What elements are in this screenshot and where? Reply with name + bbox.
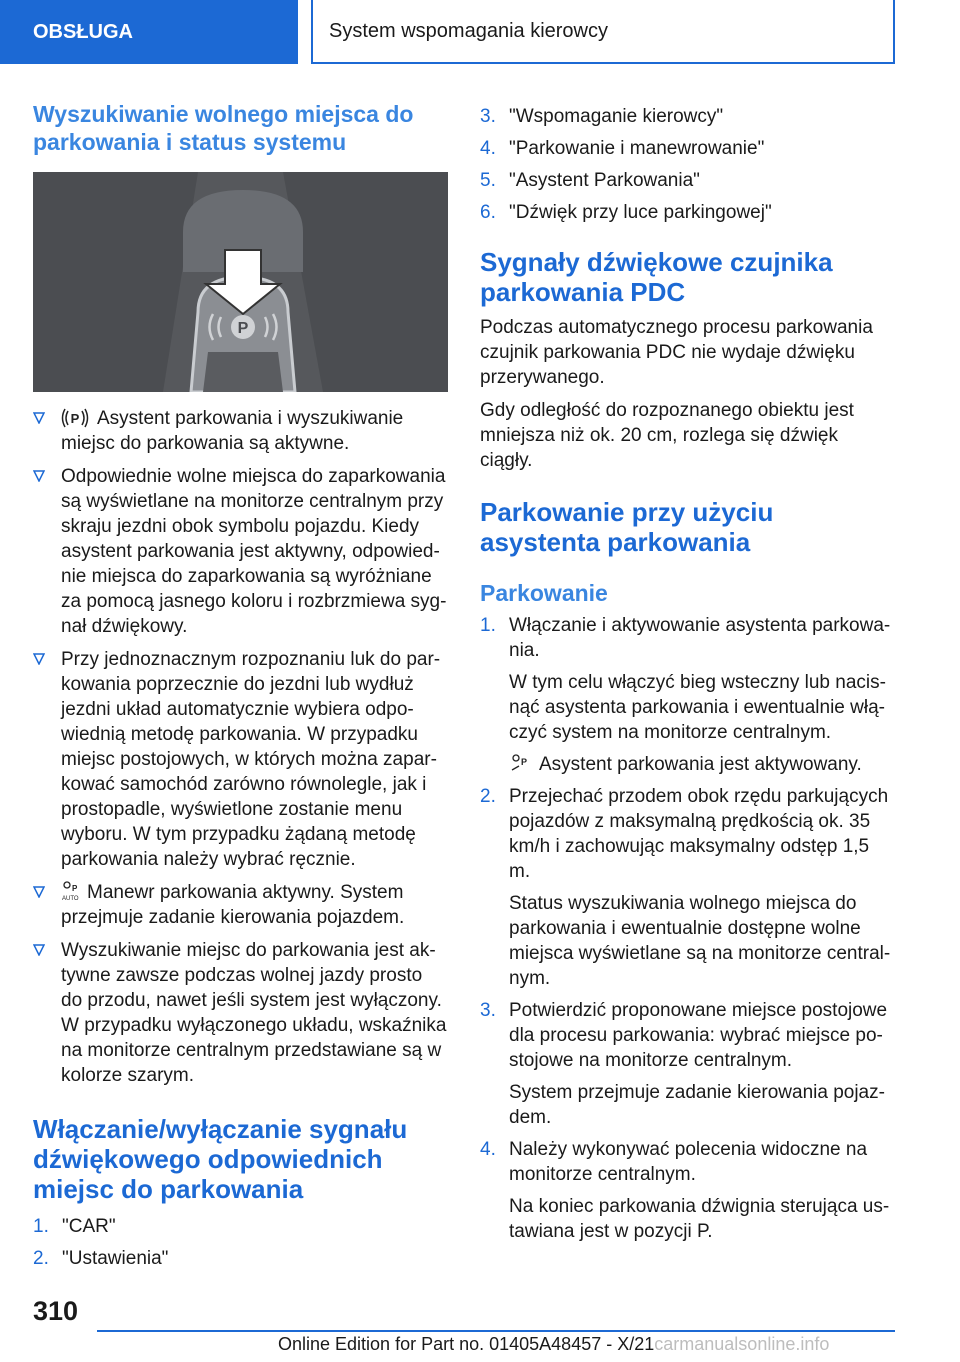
- list-item: 1. Włączanie i aktywowanie asystenta parkowa-nia. W tym celu włączyć bieg wsteczny lub nacis-nąć asystenta parkowania i ewentualnie włą-czyć system na monitorze centralnym. P Asystent parkowania jest aktywowany.: [480, 615, 891, 775]
- svg-text:P: P: [237, 320, 249, 337]
- heading-search-status: Wyszukiwanie wolnego miejsca do parkowania i status systemu: [33, 101, 414, 155]
- heading-park-assist: Parkowanie przy użyciu asystenta parkowania: [480, 497, 774, 557]
- status-list: [33, 406, 448, 1088]
- paragraph: Gdy odległość do rozpoznanego obiektu jest mniejsza niż ok. 20 cm, rozlega się dźwięk ciągły.: [480, 400, 854, 471]
- settings-steps: [33, 1214, 448, 1271]
- list-item: Wyszukiwanie miejsc do parkowania jest ak-tywne zawsze podczas wolnej jazdy prosto do przodu, nawet jeśli system jest wyłączony. W przypadku wyłączonego układu, wskaźnika na monitorze centralnym przedstawiane są w kolorze szarym.: [33, 938, 448, 1088]
- list-item: Odpowiednie wolne miejsca do zaparkowania są wyświetlane na monitorze centralnym przy skraju jezdni obok symbolu pojazdu. Kiedy asystent parkowania jest aktywny, odpowied-nie miejsca do zaparkowania są wyróżniane za pomocą jasnego koloru i rozbrzmiewa syg-nał dźwiękowy.: [33, 464, 448, 639]
- list-item: P Asystent parkowania i wyszukiwanie miejsc do parkowania są aktywne.: [33, 406, 448, 456]
- list-item: 2. Przejechać przodem obok rzędu parkujących pojazdów z maksymalną prędkością ok. 35 km/h i zachowując maksymalny odstęp 1,5 m. Status wyszukiwania wolnego miejsca do parkowania i ewentualnie dostępne wolne miejsca wyświetlane są na monitorze central-nym.: [480, 786, 891, 989]
- paragraph: Podczas automatycznego procesu parkowania czujnik parkowania PDC nie wydaje dźwięku przerywanego.: [480, 317, 873, 388]
- list-item: 4. Należy wykonywać polecenia widoczne na monitorze centralnym. Na koniec parkowania dźwignia sterująca us-tawiana jest w pozycji P.: [480, 1139, 890, 1242]
- triangle-bullet-icon: [33, 653, 45, 665]
- parking-display-illustration: [33, 172, 448, 392]
- parking-steps: [480, 613, 895, 1244]
- steering-auto-icon: [61, 880, 79, 902]
- list-item: 6. "Dźwięk przy luce parkingowej": [480, 202, 772, 223]
- section-tab: OBSŁUGA: [0, 0, 298, 64]
- left-column: [33, 100, 448, 1278]
- list-item: Przy jednoznacznym rozpoznaniu luk do par-kowania poprzecznie do jezdni lub wydłuż jezdni układ automatycznie wybiera odpo-wiednią metodę parkowania. W przypadku miejsc postojowych, w których można zapar-kować samochód zarówno równolegle, jak i prostopadle, wyświetlone zostanie menu wyboru. W tym przypadku żądaną metodę parkowania należy wybrać ręcznie.: [33, 647, 448, 872]
- watermark: carmanualsonline.info: [654, 1334, 830, 1354]
- list-item: 2. "Ustawienia": [33, 1248, 169, 1269]
- page-number: 310: [33, 1296, 79, 1326]
- footer-edition: Online Edition for Part no. 01405A48457 - X/21carmanualsonline.info: [278, 1334, 830, 1354]
- triangle-bullet-icon: [33, 886, 45, 898]
- car-top-view-icon: [33, 172, 448, 392]
- subheading-parking: Parkowanie: [480, 580, 608, 606]
- svg-text:AUTO: AUTO: [62, 896, 79, 902]
- triangle-bullet-icon: [33, 944, 45, 956]
- parking-activated-icon: [509, 752, 531, 774]
- footer-divider: [97, 1330, 895, 1332]
- svg-text:P: P: [521, 757, 528, 767]
- triangle-bullet-icon: [33, 470, 45, 482]
- right-column: [480, 104, 895, 1251]
- list-item: P AUTO Manewr parkowania aktywny. System przejmuje zadanie kierowania pojazdem.: [33, 880, 448, 930]
- list-item: 1. "CAR": [33, 1216, 116, 1237]
- svg-text:P: P: [72, 884, 78, 893]
- settings-steps-continued: [480, 104, 895, 225]
- triangle-bullet-icon: [33, 412, 45, 424]
- heading-sound-toggle: Włączanie/wyłączanie sygnału dźwiękowego odpowiednich miejsc do parkowania: [33, 1114, 408, 1204]
- list-item: 5. "Asystent Parkowania": [480, 170, 700, 191]
- list-item: 4. "Parkowanie i manewrowanie": [480, 138, 765, 159]
- parking-assistant-icon: [61, 408, 89, 428]
- svg-text:P: P: [70, 411, 80, 426]
- list-item: 3. Potwierdzić proponowane miejsce postojowe dla procesu parkowania: wybrać miejsce po-stojowe na monitorze centralnym. System przejmuje zadanie kierowania pojaz-dem.: [480, 1000, 888, 1128]
- chapter-title: System wspomagania kierowcy: [311, 0, 895, 64]
- heading-pdc-sounds: Sygnały dźwiękowe czujnika parkowania PDC: [480, 247, 833, 307]
- list-item: 3. "Wspomaganie kierowcy": [480, 106, 724, 127]
